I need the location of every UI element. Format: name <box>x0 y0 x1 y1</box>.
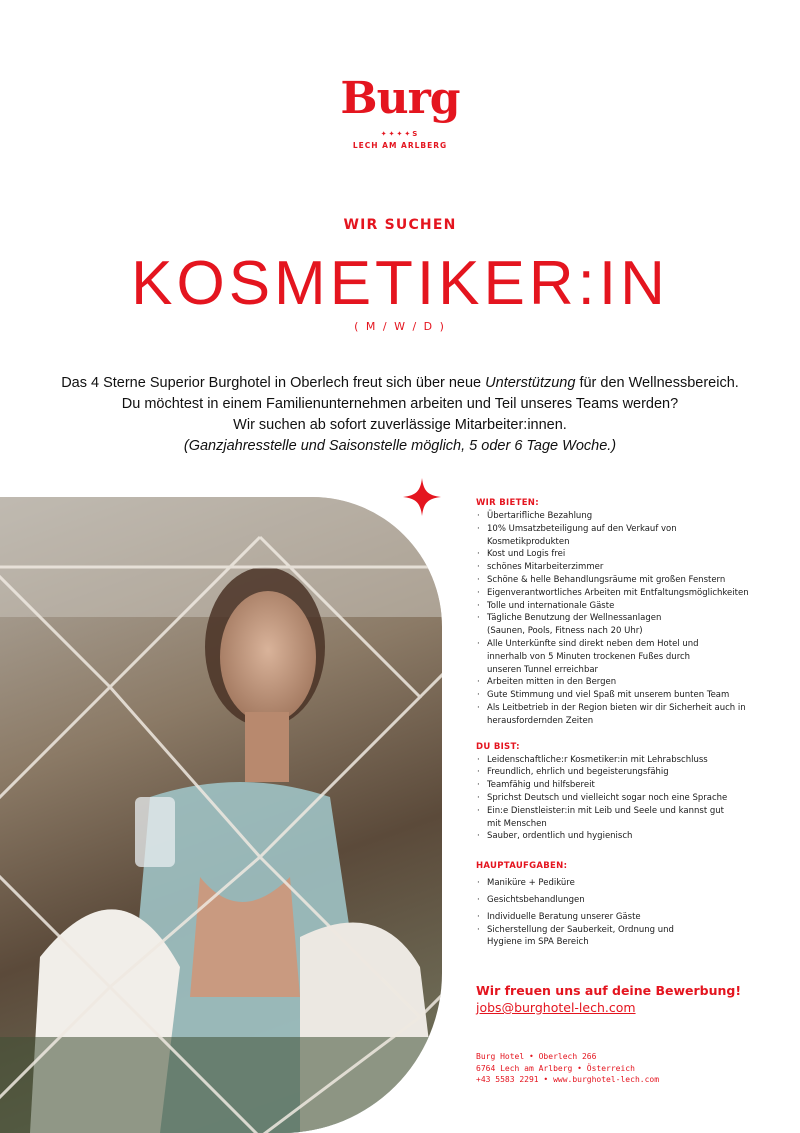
intro-line-2: Du möchtest in einem Familienunternehmen arbeiten und Teil unseres Teams werden? <box>121 396 679 412</box>
intro-line-1 <box>40 373 760 394</box>
hotel-logo <box>0 74 800 150</box>
intro-line-1-emphasis: Unterstützung <box>485 375 576 391</box>
tasks-heading: HAUPTAUFGABEN: <box>476 861 568 872</box>
intro-line-1a: Das 4 Sterne Superior Burghotel in Oberlech freut sich über neue <box>61 375 486 391</box>
list-item: · Tägliche Benutzung der Wellnessanlagen (Saunen, Pools, Fitness nach 20 Uhr) <box>476 612 687 638</box>
logo-wordmark: Burg <box>340 73 460 124</box>
list-item: · Als Leitbetrieb in der Region bieten wir dir Sicherheit auch in herausfordernden Zeiten <box>476 702 776 728</box>
list-item: · Schöne & helle Behandlungsräume mit großen Fenstern <box>476 574 776 587</box>
list-item: · Gesichtsbehandlungen <box>476 894 776 907</box>
intro-text <box>40 373 760 457</box>
list-item: · Sicherstellung der Sauberkeit, Ordnung und Hygiene im SPA Bereich <box>476 924 687 950</box>
profile-list <box>476 754 776 844</box>
intro-line-1b: für den Wellnessbereich. <box>575 375 739 391</box>
list-item: · Übertarifliche Bezahlung <box>476 510 776 523</box>
tasks-list <box>476 877 776 949</box>
offer-list <box>476 510 776 728</box>
intro-line-4-text: (Ganzjahresstelle und Saisonstelle möglich, 5 oder 6 Tage Woche.) <box>183 438 617 454</box>
hero-photo <box>0 497 442 1133</box>
list-item: · Freundlich, ehrlich und begeisterungsfähig <box>476 766 776 779</box>
footer-line-2: 6764 Lech am Arlberg • Österreich <box>476 1063 635 1073</box>
application-cta: Wir freuen uns auf deine Bewerbung! <box>476 983 742 998</box>
offer-heading: WIR BIETEN: <box>476 498 539 508</box>
logo-location: LECH AM ARLBERG <box>352 141 448 150</box>
list-item: · Kost und Logis frei <box>476 548 776 561</box>
footer-line-1: Burg Hotel • Oberlech 266 <box>476 1052 597 1061</box>
job-title: KOSMETIKER:IN <box>131 249 669 318</box>
list-item: · schönes Mitarbeiterzimmer <box>476 561 776 574</box>
list-item: · Gute Stimmung und viel Spaß mit unserem bunten Team <box>476 689 776 702</box>
footer-line-3: +43 5583 2291 • www.burghotel-lech.com <box>476 1075 660 1084</box>
kicker-heading: WIR SUCHEN <box>343 217 457 233</box>
list-item: · Ein:e Dienstleister:in mit Leib und Seele und kannst gut mit Menschen <box>476 805 737 831</box>
footer-address <box>476 1051 659 1086</box>
list-item: · Individuelle Beratung unserer Gäste <box>476 911 776 924</box>
details-column <box>476 498 776 953</box>
list-item: · Teamfähig und hilfsbereit <box>476 779 776 792</box>
list-item: · Maniküre + Pediküre <box>476 877 776 890</box>
list-item: · Sauber, ordentlich und hygienisch <box>476 830 776 843</box>
list-item: · Tolle und internationale Gäste <box>476 600 776 613</box>
intro-line-4 <box>40 436 760 457</box>
email-link[interactable]: jobs@burghotel-lech.com <box>476 1000 636 1015</box>
profile-heading: DU BIST: <box>476 741 520 752</box>
list-item: · Eigenverantwortliches Arbeiten mit Entfaltungsmöglichkeiten <box>476 587 776 600</box>
list-item: · Leidenschaftliche:r Kosmetiker:in mit Lehrabschluss <box>476 754 776 767</box>
list-item: · Sprichst Deutsch und vielleicht sogar noch eine Sprache <box>476 792 776 805</box>
logo-stars: ✦✦✦✦S <box>380 130 420 138</box>
list-item: · 10% Umsatzbeteiligung auf den Verkauf von Kosmetikprodukten <box>476 523 702 549</box>
list-item: · Arbeiten mitten in den Bergen <box>476 676 776 689</box>
list-item: · Alle Unterkünfte sind direkt neben dem Hotel und innerhalb von 5 Minuten trockenen Fußes durch unseren Tunnel erreichbar <box>476 638 717 676</box>
intro-line-3: Wir suchen ab sofort zuverlässige Mitarbeiter:innen. <box>233 417 567 433</box>
mirror-mosaic-graphic <box>0 497 442 1133</box>
gender-note: ( M / W / D ) <box>354 320 446 333</box>
sparkle-star-icon <box>403 478 441 516</box>
